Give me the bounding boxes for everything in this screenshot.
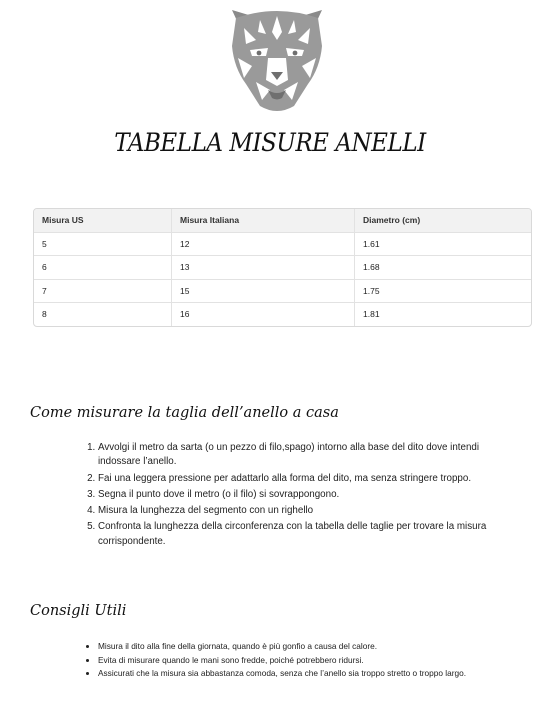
list-item: 3. Segna il punto dove il metro (o il filo) si sovrappongono. [98,488,518,502]
list-item: 2. Fai una leggera pressione per adattarlo alla forma del dito, ma senza stringere troppo. [98,472,518,486]
table-row [34,279,531,303]
list-item: • Misura il dito alla fine della giornata, quando è più gonfio a causa del calore. [98,640,518,653]
table-cell: 7 [42,285,47,296]
column-header-us: Misura US [42,215,84,226]
how-to-measure-heading: Come misurare la taglia dell’anello a casa [30,405,339,421]
table-row [34,302,531,326]
list-item: 5. Confronta la lunghezza della circonferenza con la tabella delle taglie per trovare la misura corrispondente. [98,520,518,549]
table-row [34,255,531,279]
size-table [33,208,532,327]
list-item: • Assicurati che la misura sia abbastanza comoda, senza che l’anello sia troppo stretto o troppo largo. [98,667,518,680]
list-item: 1. Avvolgi il metro da sarta (o un pezzo di filo,spago) intorno alla base del dito dove intendi indossare l’anello. [98,441,518,470]
table-cell: 1.68 [354,256,531,279]
list-item: 4. Misura la lunghezza del segmento con un righello [98,504,518,518]
list-item: • Evita di misurare quando le mani sono fredde, poiché potrebbero ridursi. [98,654,518,667]
column-header-italian: Misura Italiana [171,209,354,232]
table-cell: 12 [171,233,354,256]
table-cell: 6 [42,262,47,273]
table-cell: 1.81 [354,303,531,326]
tips-heading: Consigli Utili [30,603,127,619]
table-cell: 8 [42,309,47,320]
page-title: TABELLA MISURE ANELLI [114,128,426,157]
table-cell: 1.61 [354,233,531,256]
table-cell: 13 [171,256,354,279]
table-cell: 15 [171,280,354,303]
column-header-diameter: Diametro (cm) [354,209,531,232]
measure-steps-list [70,441,518,551]
table-row [34,232,531,256]
tiger-head-icon [222,6,332,116]
tips-list [70,640,518,681]
table-cell: 1.75 [354,280,531,303]
table-cell: 16 [171,303,354,326]
table-header-row [34,209,531,232]
table-cell: 5 [42,238,47,249]
